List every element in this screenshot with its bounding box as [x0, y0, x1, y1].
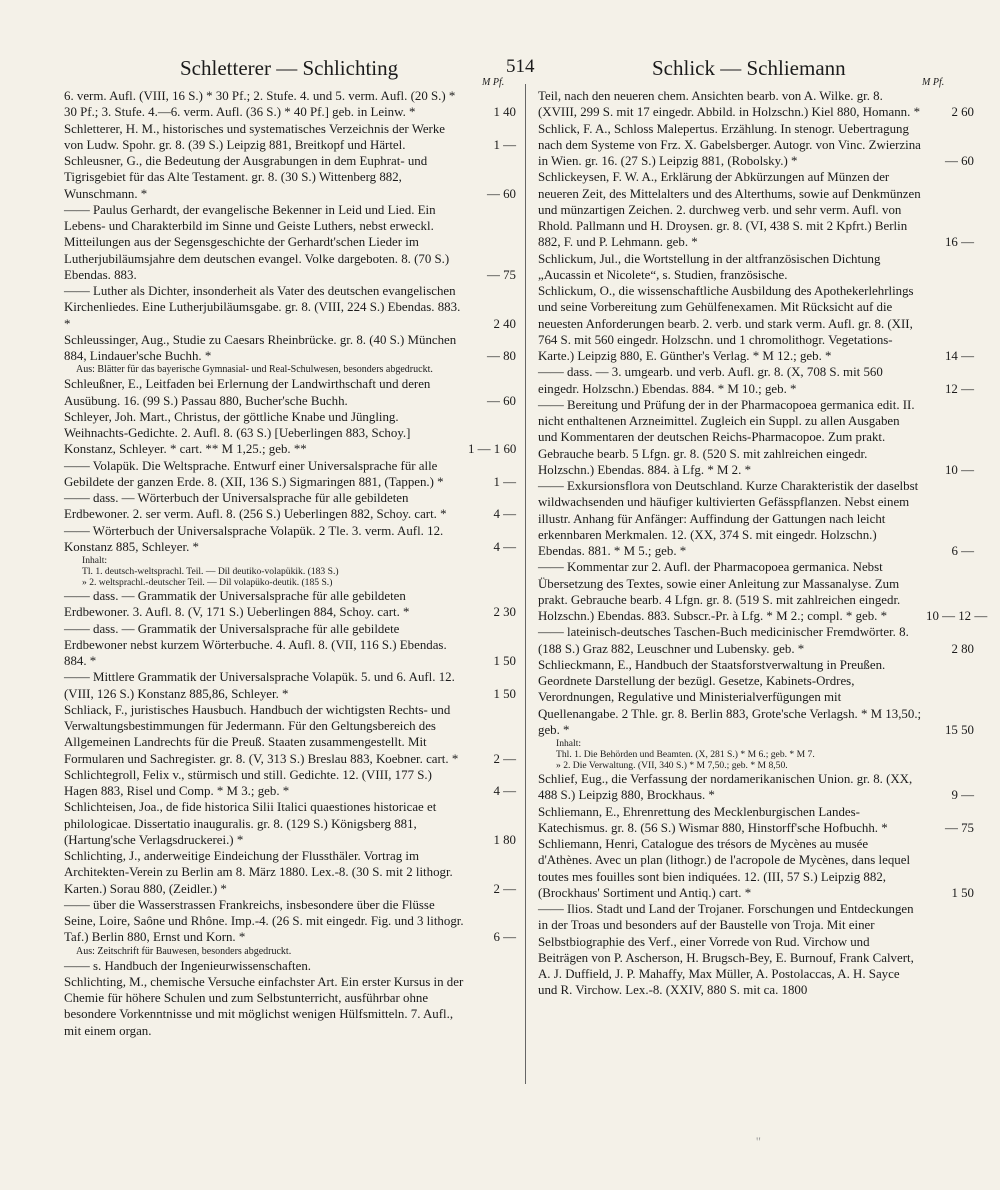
- entry-price: 4 —: [493, 507, 516, 522]
- entry-price: 2 60: [951, 105, 974, 120]
- entry-text: —— dass. — Wörterbuch der Universalsprache für alle gebildeten Erdbewoner. 2. ser verm. Aufl. 8. (256 S.) Ueberlingen 882, Schoy. cart. *: [64, 491, 447, 522]
- left-column: [64, 88, 516, 1039]
- entry-price: 2 —: [493, 881, 516, 896]
- entry-text: —— Bereitung und Prüfung der in der Pharmacopoea germanica edit. II. nicht enthaltenen Arzneimittel. Zugleich ein Suppl. zu allen Ausgaben und Kommentaren der deutschen Reichs-Pharmacopoe. Zum prakt. Gebrauche bearb. 5 Lfgn. gr. 8. (520 S. mit zahlreichen eingedr. Holzschn.) Ebendas. 884. à Lfg. * M 2. *: [538, 397, 915, 477]
- running-head-left: Schletterer — Schlichting: [180, 56, 399, 80]
- entry-price: 15 50: [944, 722, 974, 737]
- entry-price: 1 50: [951, 885, 974, 900]
- entry-text: Schleyer, Joh. Mart., Christus, der göttliche Knabe und Jüngling. Weihnachts-Gedichte. 2. Aufl. 8. (63 S.) [Ueberlingen 883, Schoy.] Konstanz, Schleyer. * cart. ** M 1,25.; geb. **: [64, 409, 411, 457]
- bibliography-entry: [538, 559, 988, 624]
- bibliography-entry: [64, 799, 516, 848]
- entry-note: [538, 749, 974, 760]
- entry-text: Schlick, F. A., Schloss Malepertus. Erzählung. In stenogr. Uebertragung nach dem Systeme von Frz. X. Gabelsberger. Autogr. von Vinc. Zwierzina in Wien. gr. 16. (27 S.) Leipzig 881, (Robolsky.) *: [538, 121, 921, 168]
- bibliography-entry: [64, 283, 516, 332]
- entry-text: —— Ilios. Stadt und Land der Trojaner. Forschungen und Entdeckungen in der Troas und besonders auf der Baustelle von Troja. Mit einer Selbstbiographie des Verf., einer Vorrede von Rud. Virchow und Beiträgen von P. Ascherson, H. Brugsch-Bey, E. Burnouf, Frank Calvert, A. J. Duffield, J. P. Mahaffy, Max Müller, A. Postolaccas, A. H. Sayce und R. Virchow. Lex.-8. (XXIV, 880 S. mit ca. 1800: [538, 902, 914, 998]
- entry-price: 6 —: [951, 544, 974, 558]
- entry-price: — 60: [944, 154, 974, 168]
- entry-price: 6 —: [493, 930, 516, 945]
- bibliography-entry: [64, 202, 516, 283]
- entry-price: 2 80: [951, 641, 974, 656]
- bibliography-entry: [538, 88, 974, 121]
- bibliography-entry: [538, 624, 974, 657]
- bibliography-entry: [64, 767, 516, 800]
- entry-price: 1 50: [493, 654, 516, 668]
- margin-mark: '': [756, 1134, 761, 1149]
- entry-text: Schlichteisen, Joa., de fide historica Silii Italici quaestiones historicae et philologicae. Dissertatio inauguralis. gr. 8. (129 S.) Königsberg 881, (Hartung'sche Verlagsdruckerei.) *: [64, 800, 437, 847]
- entry-text: —— Kommentar zur 2. Aufl. der Pharmacopoea germanica. Nebst Übersetzung des Textes, sowie einer Anleitung zur Massanalyse. Zum prakt. Gebrauche bearb. 4 Lfgn. gr. 8. (519 S. mit zahlreichen eingedr. Holzschn.) Ebendas. 883. Subscr.-Pr. à Lfg. * M 2.; compl. * geb. *: [538, 560, 901, 623]
- entry-text: —— Mittlere Grammatik der Universalsprache Volapük. 5. und 6. Aufl. 12. (VIII, 126 S.) Konstanz 885,86, Schleyer. *: [64, 670, 455, 701]
- entry-price: 2 40: [493, 316, 516, 331]
- entry-note: [538, 738, 974, 749]
- entry-text: Schliack, F., juristisches Hausbuch. Handbuch der wichtigsten Rechts- und Verwaltungsbestimmungen für Jedermann. Für den Geltungsbereich des Allgemeinen Landrechts für die Preuß. Staaten zusammengestellt. Mit Formularen und Sachregister. gr. 8. (V, 313 S.) Breslau 883, Koebner. cart. *: [64, 702, 459, 766]
- bibliography-entry: [538, 478, 974, 559]
- entry-text: Inhalt:: [556, 738, 582, 749]
- entry-note: [64, 946, 516, 958]
- entry-price: 10 —: [944, 462, 974, 477]
- entry-note: [64, 555, 516, 566]
- price-header-left: M Pf.: [482, 77, 505, 88]
- entry-text: Schlickeysen, F. W. A., Erklärung der Abkürzungen auf Münzen der neueren Zeit, des Mittelalters und des Alterthums, sowie auf Denkmünzen und münzartigen Zeichen. 2. durchweg verb. und sehr verm. Aufl. von Rhold. Pallmann und H. Droysen. gr. 8. (VI, 438 S. mit 2 Kpfrt.) Berlin 882, F. und P. Lehmann. geb. *: [538, 170, 921, 250]
- bibliography-entry: [64, 588, 516, 621]
- entry-text: Schliemann, E., Ehrenrettung des Mecklenburgischen Landes-Katechismus. gr. 8. (56 S.) Wismar 880, Hinstorff'sche Hofbuchh. *: [538, 804, 888, 835]
- entry-price: — 75: [944, 820, 974, 835]
- page-number: 514: [506, 56, 535, 77]
- bibliography-entry: [538, 804, 974, 837]
- entry-price: 1 50: [493, 686, 516, 701]
- entry-text: —— dass. — 3. umgearb. und verb. Aufl. gr. 8. (X, 708 S. mit 560 eingedr. Holzschn.) Ebendas. 884. * M 10.; geb. *: [538, 365, 883, 396]
- entry-text: Schliemann, Henri, Catalogue des trésors de Mycènes au musée d'Athènes. Avec un plan (lithogr.) de l'acropole de Mycènes, dans lequel toutes mes fouilles sont bien indiquées. 12. (III, 57 S.) Leipzig 882, (Brockhaus' Sortiment und Antiq.) cart. *: [538, 837, 911, 900]
- bibliography-entry: [538, 836, 974, 901]
- entry-note: [64, 566, 516, 577]
- price-header-right: M Pf.: [922, 77, 945, 88]
- entry-text: Thl. 1. Die Behörden und Beamten. (X, 281 S.) * M 6.; geb. * M 7.: [556, 749, 815, 760]
- entry-text: » 2. Die Verwaltung. (VII, 340 S.) * M 7,50.; geb. * M 8,50.: [556, 760, 788, 771]
- bibliography-entry: [538, 121, 974, 170]
- entry-price: 4 —: [493, 539, 516, 554]
- column-divider: [525, 84, 526, 1084]
- entry-price: 4 —: [493, 784, 516, 798]
- entry-price: 2 —: [493, 751, 516, 766]
- bibliography-entry: [64, 376, 516, 409]
- entry-text: Schleußner, E., Leitfaden bei Erlernung der Landwirthschaft und deren Ausübung. 16. (99 S.) Passau 880, Bucher'sche Buchh.: [64, 377, 431, 408]
- entry-text: Aus: Blätter für das bayerische Gymnasial- und Real-Schulwesen, besonders abgedruckt.: [76, 364, 433, 376]
- entry-text: Schlieckmann, E., Handbuch der Staatsforstverwaltung in Preußen. Geordnete Darstellung der bezügl. Gesetze, Kabinets-Ordres, Verordnungen, Regulative und Ministerialverfügungen mit Quellenangabe. 2 Thle. gr. 8. Berlin 883, Grote'sche Verlagsh. * M 13,50.; geb. *: [538, 657, 922, 737]
- entry-note: [64, 577, 516, 588]
- entry-price: 1 40: [493, 105, 516, 120]
- entry-note: [64, 364, 516, 376]
- bibliography-entry: [64, 409, 516, 458]
- entry-text: Schlichtegroll, Felix v., stürmisch und still. Gedichte. 12. (VIII, 177 S.) Hagen 883, Risel und Comp. * M 3.; geb. *: [64, 767, 432, 798]
- bibliography-entry: [538, 901, 974, 999]
- bibliography-entry: [64, 121, 516, 154]
- entry-note: [538, 760, 974, 771]
- entry-text: 6. verm. Aufl. (VIII, 16 S.) * 30 Pf.; 2. Stufe. 4. und 5. verm. Aufl. (20 S.) * 30 Pf.; 3. Stufe. 4.—6. verm. Aufl. (36 S.) * 40 Pf.] geb. in Leinw. *: [64, 89, 456, 120]
- bibliography-entry: [64, 490, 516, 523]
- entry-text: —— dass. — Grammatik der Universalsprache für alle gebildete Erdbewoner nebst kurzem Wörterbuche. 4. Aufl. 8. (VII, 116 S.) Ebendas. 884. *: [64, 621, 447, 668]
- entry-text: —— dass. — Grammatik der Universalsprache für alle gebildeten Erdbewoner. 3. Aufl. 8. (V, 171 S.) Ueberlingen 884, Schoy. cart. *: [64, 589, 410, 620]
- entry-text: Schlickum, O., die wissenschaftliche Ausbildung des Apothekerlehrlings und seine Vorbereitung zum Gehülfenexamen. Mit Rücksicht auf die neuesten Anforderungen bearb. 2. verb. und stark verm. Aufl. gr. 8. (XII, 764 S. mit 560 eingedr. Holzschn. und 1 chromolithogr. Vegetations-Karte.) Leipzig 880, E. Günther's Verlag. * M 12.; geb. *: [538, 284, 914, 363]
- bibliography-entry: [64, 848, 516, 897]
- entry-price: 10 — 12 —: [926, 609, 988, 623]
- entry-text: —— Paulus Gerhardt, der evangelische Bekenner in Leid und Lied. Ein Lebens- und Charakterbild im Sinne und Geiste Luthers, nebst erweckl. Mitteilungen aus der Segensgeschichte der Gerhardt'schen Lieder im Lutherjubiläumsjahre dem deutschen evangel. Volke dargeboten. 8. (70 S.) Ebendas. 883.: [64, 202, 450, 282]
- running-head-right: Schlick — Schliemann: [652, 56, 846, 80]
- entry-price: 1 — 1 60: [468, 442, 517, 457]
- bibliography-entry: [64, 523, 516, 556]
- entry-text: Inhalt:: [82, 555, 108, 566]
- entry-text: » 2. weltsprachl.-deutscher Teil. — Dil volapüko-deutik. (185 S.): [82, 577, 333, 588]
- entry-text: —— über die Wasserstrassen Frankreichs, insbesondere über die Flüsse Seine, Loire, Saône und Rhône. Imp.-4. (26 S. mit eingedr. Fig. und 3 lithogr. Taf.) Berlin 880, Ernst und Korn. *: [64, 897, 464, 945]
- bibliography-entry: [64, 153, 516, 202]
- bibliography-entry: [64, 621, 516, 670]
- bibliography-entry: [64, 669, 516, 702]
- bibliography-entry: [64, 332, 516, 365]
- entry-price: 16 —: [944, 235, 974, 250]
- entry-price: 1 80: [493, 832, 516, 847]
- entry-text: Schlichting, J., anderweitige Eindeichung der Flussthäler. Vortrag im Architekten-Verein zu Berlin am 8. März 1880. Lex.-8. (30 S. mit 2 lithogr. Karten.) Sorau 880, (Zeidler.) *: [64, 849, 453, 896]
- entry-price: 12 —: [944, 381, 974, 396]
- entry-price: 9 —: [951, 788, 974, 803]
- entry-text: —— lateinisch-deutsches Taschen-Buch medicinischer Fremdwörter. 8. (188 S.) Graz 882, Leuschner und Lubensky. geb. *: [538, 625, 909, 656]
- entry-price: 1 —: [493, 474, 516, 489]
- bibliography-entry: [538, 169, 974, 250]
- bibliography-entry: [538, 364, 974, 397]
- bibliography-entry: [64, 974, 516, 1039]
- entry-text: —— Exkursionsflora von Deutschland. Kurze Charakteristik der daselbst wildwachsenden und häufiger kultivierten Gefässpflanzen. Nebst einem illustr. Anhang für Anfänger: Auffindung der Gattungen nach leicht erkennbaren Merkmalen. 12. (XX, 374 S. mit eingedr. Holzschn.) Ebendas. 881. * M 5.; geb. *: [538, 479, 919, 558]
- bibliography-entry: [538, 771, 974, 804]
- right-column: [538, 88, 988, 999]
- bibliography-entry: [538, 657, 974, 738]
- entry-text: Schlief, Eug., die Verfassung der nordamerikanischen Union. gr. 8. (XX, 488 S.) Leipzig 880, Brockhaus. *: [538, 772, 913, 803]
- entry-text: Schlickum, Jul., die Wortstellung in der altfranzösischen Dichtung „Aucassin et Nicolete“, s. Studien, französische.: [538, 251, 881, 282]
- bibliography-entry: [538, 397, 974, 478]
- entry-text: Aus: Zeitschrift für Bauwesen, besonders abgedruckt.: [76, 945, 292, 957]
- bibliography-entry: [538, 283, 974, 364]
- entry-price: 1 —: [493, 137, 516, 152]
- entry-text: —— s. Handbuch der Ingenieurwissenschaften.: [64, 958, 311, 973]
- entry-text: —— Luther als Dichter, insonderheit als Vater des deutschen evangelischen Kirchenliedes. Eine Lutherjubiläumsgabe. gr. 8. (VIII, 224 S.) Ebendas. 883. *: [64, 284, 461, 331]
- entry-text: Schlichting, M., chemische Versuche einfachster Art. Ein erster Kursus in der Chemie für höhere Schulen und zum Selbstunterricht, ausführbar ohne besondere Vorkenntnisse und mit möglichst wenigen Hülfsmitteln. 7. Aufl., mit einem organ.: [64, 974, 464, 1038]
- entry-price: — 80: [486, 349, 516, 363]
- entry-text: Schletterer, H. M., historisches und systematisches Verzeichnis der Werke von Ludw. Spohr. gr. 8. (39 S.) Leipzig 881, Breitkopf und Härtel.: [64, 121, 446, 152]
- bibliography-entry: [64, 88, 516, 121]
- bibliography-entry: [64, 458, 516, 491]
- entry-text: Schleusner, G., die Bedeutung der Ausgrabungen in dem Euphrat- und Tigrisgebiet für das Alte Testament. gr. 8. (30 S.) Wittenberg 882, Wunschmann. *: [64, 154, 428, 201]
- entry-text: Schleussinger, Aug., Studie zu Caesars Rheinbrücke. gr. 8. (40 S.) München 884, Lindauer'sche Buchh. *: [64, 332, 457, 363]
- entry-text: Teil, nach den neueren chem. Ansichten bearb. von A. Wilke. gr. 8. (XVIII, 299 S. mit 17 eingedr. Abbild. in Holzschn.) Kiel 880, Homann. *: [538, 89, 921, 120]
- entry-price: — 60: [486, 393, 516, 408]
- bibliography-entry: [64, 897, 516, 946]
- entry-text: —— Volapük. Die Weltsprache. Entwurf einer Universalsprache für alle Gebildete der ganzen Erde. 8. (XII, 136 S.) Sigmaringen 881, (Tappen.) *: [64, 458, 444, 489]
- entry-price: 2 30: [493, 605, 516, 620]
- entry-text: Tl. 1. deutsch-weltsprachl. Teil. — Dil deutiko-volapükik. (183 S.): [82, 566, 339, 577]
- bibliography-entry: [64, 702, 516, 767]
- entry-text: —— Wörterbuch der Universalsprache Volapük. 2 Tle. 3. verm. Aufl. 12. Konstanz 885, Schleyer. *: [64, 523, 444, 554]
- entry-price: 14 —: [944, 349, 974, 363]
- entry-price: — 75: [486, 267, 516, 282]
- bibliography-entry: [64, 958, 516, 974]
- bibliography-entry: [538, 251, 974, 284]
- entry-price: — 60: [486, 186, 516, 201]
